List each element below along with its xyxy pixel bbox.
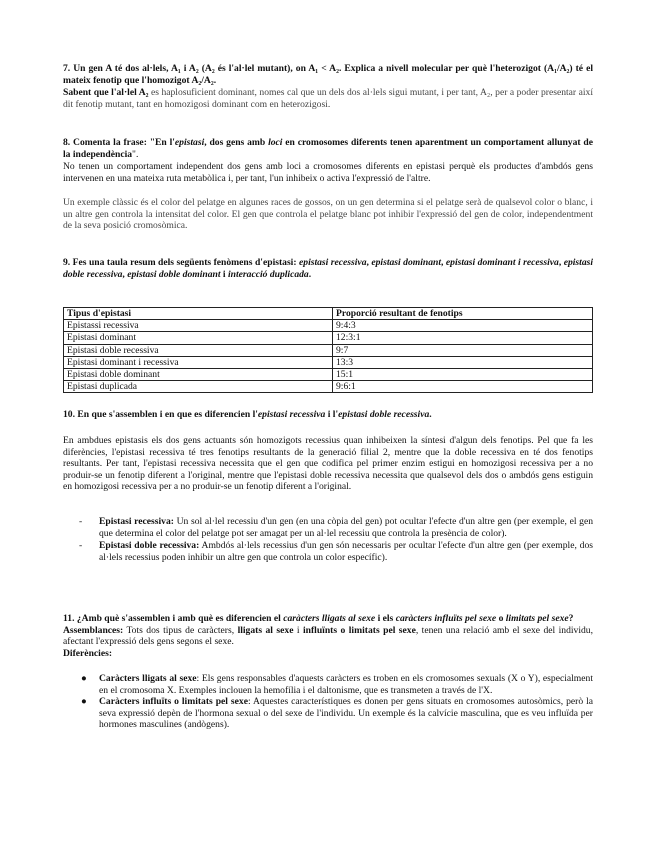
q9-j: epistasi doble dominant — [127, 268, 221, 280]
table-cell: 9:4:3 — [333, 320, 593, 332]
q8-mid: , dos gens amb — [204, 137, 269, 148]
bullet-marker: ● — [81, 673, 87, 684]
bullet-text: : Els gens responsables d'aquests caràcters es troben en els cromosomes sexuals (X o Y), especialment en el cromosoma X. Exemples inclouen la hemofília i el daltonisme, que es transmeten a través de l'X. — [99, 673, 593, 696]
q10-d: epistasi doble recessiva — [338, 409, 430, 420]
list-item — [63, 540, 593, 563]
q10-a: 10. En que s'assemblen i en que es diferencien l' — [63, 409, 258, 420]
question-11-assemblances — [63, 625, 593, 648]
table-cell: Epistasi doble recessiva — [64, 344, 333, 356]
question-10-answer — [63, 435, 593, 493]
table-row — [64, 332, 593, 344]
q9-i: , — [122, 268, 128, 280]
question-10-bullets — [63, 516, 593, 564]
q9-m: . — [308, 268, 312, 280]
q11-c: i els — [375, 613, 396, 624]
bullet-marker: ● — [81, 696, 87, 708]
q11-g: ? — [568, 613, 574, 624]
q9-f: epistasi dominant i recessiva — [445, 257, 559, 268]
q10-answer-part1: En ambdues epistasis els dos gens actuants són homozigots recessius quan inhibeixen la síntesi d'algun dels fenotips. Pel que fa les diferències, l'epistasi recessiva té tres fenotips resultants de la generació filial 2, mentre que la doble recessiva — [63, 435, 593, 458]
question-8-example: Un exemple clàssic és el color del pelatge en algunes races de gossos, on un gen determina si el pelatge serà de qualsevol color o blanc, i un altre gen controla la intensitat del color. El gen que controla el pelatge blanc pot inhibir l'expressió del gen de color, independentment de la seva posició cromosòmica. — [63, 197, 593, 232]
q8-end: en cromosomes diferents tenen aparentment un comportament allunyat de la independència — [63, 137, 593, 160]
q8-command: Comenta la frase — [73, 137, 144, 148]
question-11-heading — [63, 613, 593, 625]
q7-answer-lead: Sabent que l'al·lel A₂ — [63, 87, 149, 98]
q9-h: epistasi doble recessiva — [63, 257, 594, 280]
question-7-heading: 7. Un gen A té dos al·lels, A₁ i A₂ (A₂ és l'al·lel mutant), on A₁ < A₂. Explica a nivell molecular per què l'heterozigot (A₁/A₂) té el mateix fenotip que l'homozigot A₂/A₂. — [63, 63, 593, 86]
q8-close: ". — [132, 148, 139, 160]
assemblances-c: i — [293, 624, 303, 636]
question-9-heading — [63, 257, 593, 280]
table-cell: 12:3:1 — [333, 332, 593, 344]
table-row — [64, 320, 593, 332]
q7-answer-rest: es haplosuficient dominant, nomes cal que un dels dos al·lels sigui mutant, i per tant, A₂, per a poder presentar així dit fenotip mutant, tant en homozigosi dominant com en heterozigosi. — [63, 87, 593, 110]
bullet-term: Epistasi doble recessiva: — [99, 540, 200, 552]
table-cell: Epistasi duplicada — [64, 381, 333, 393]
q9-a: 9. Fes una taula resum dels següents fenòmens d'epistasi: — [63, 257, 300, 268]
assemblances-d: influïnts o limitats pel sexe — [302, 624, 416, 636]
bullet-term: Caràcters lligats al sexe — [99, 673, 197, 684]
table-cell: 13:3 — [333, 356, 593, 368]
q11-e: o — [496, 613, 506, 624]
q9-k: i — [220, 268, 228, 280]
q10-answer-part2: en té dos fenotips resultants. Per tant, l'epistasi recessiva necessita que el gen que codifica pel primer enzim estigui en homozigosi recessiva per a no produir-se un fenotip diferent a l'original, mentre que l'epistasi doble recessiva necessita que qualsevol dels dos o ambdós gens estiguin en homozigosi recessiva per a no produir-se un fenotip diferent a l'original. — [63, 446, 593, 493]
table-cell: Epistasi dominant — [64, 332, 333, 344]
table-row — [64, 381, 593, 393]
differences-label: Diferències: — [63, 647, 113, 659]
bullet-text: Un sol al·lel recessiu d'un gen (en una còpia del gen) pot ocultar l'efecte d'un altre gen (per exemple, el gen que determina el color del pelatge pot ser amagat per un al·lel recessiu que controla la presència de color). — [99, 516, 593, 539]
assemblances-label: Assemblances: — [63, 624, 124, 636]
q10-b: epistasi recessiva — [257, 409, 326, 420]
q10-c: i l' — [325, 409, 339, 420]
q9-d: epistasi dominant — [371, 257, 442, 268]
table-header-cell: Tipus d'epistasi — [64, 308, 333, 320]
bullet-term: Caràcters influïts o limitats pel sexe — [99, 696, 248, 708]
table-header-row — [64, 308, 593, 320]
q10-e: . — [429, 409, 432, 420]
list-item — [63, 696, 593, 731]
list-item — [63, 516, 593, 539]
list-item — [63, 673, 593, 696]
q9-l: interacció duplicada — [227, 268, 309, 280]
q8-num: 8. — [63, 137, 74, 148]
bullet-text: Ambdós al·lels recessius d'un gen són necessaris per ocultar l'efecte d'un altre gen (per exemple, dos al·lels recessius poden inhibir un altre gen que controla un color específic). — [99, 540, 593, 563]
question-8-answer: No tenen un comportament independent dos gens amb loci a cromosomes diferents en epistasi perquè els productes d'ambdós gens intervenen en una mateixa ruta metabòlica i, per tant, l'un inhibeix o activa l'expressió de l'altre. — [63, 161, 593, 184]
epistasis-table — [63, 307, 593, 393]
table-cell: 9:7 — [333, 344, 593, 356]
table-cell: 9:6:1 — [333, 381, 593, 393]
question-10-heading — [63, 409, 593, 421]
table-row — [64, 356, 593, 368]
question-11-bullets — [63, 673, 593, 731]
question-7-answer — [63, 87, 593, 110]
q8-term-epistasi: epistasi — [174, 137, 205, 148]
table-cell: Epistassi recessiva — [64, 320, 333, 332]
q9-c: , — [366, 257, 372, 268]
q11-a: 11. ¿Amb què s'assemblen i amb què es diferencien el — [63, 613, 284, 624]
table-cell: 15:1 — [333, 369, 593, 381]
question-8-heading — [63, 137, 593, 160]
dash-marker: - — [79, 516, 83, 527]
q11-d: caràcters influïts pel sexe — [395, 613, 497, 624]
table-row — [64, 344, 593, 356]
q8-term-loci: loci — [268, 137, 283, 148]
question-11-block — [63, 613, 593, 659]
table-row — [64, 369, 593, 381]
bullet-term: Epistasi recessiva: — [99, 516, 174, 527]
table-header-cell: Proporció resultant de fenotips — [333, 308, 593, 320]
q11-f: limitats pel sexe — [505, 613, 569, 624]
q8-quote-open: : "En l' — [143, 137, 175, 148]
q9-b: epistasi recessiva — [299, 257, 367, 268]
bullet-text: : Aquestes característiques es donen per gens situats en cromosomes autosòmics, però la seva expressió depèn de l'hormona sexual o del sexe de l'individu. Un exemple és la calvície masculina, que es veu influïda per hormones masculines (andògens). — [99, 696, 593, 731]
q11-b: caràcters lligats al sexe — [283, 613, 376, 624]
q9-g: , — [558, 257, 564, 268]
table-cell: Epistasi doble dominant — [64, 369, 333, 381]
table-cell: Epistasi dominant i recessiva — [64, 356, 333, 368]
q9-e: , — [441, 257, 446, 268]
dash-marker: - — [79, 540, 83, 552]
assemblances-b: lligats al sexe — [237, 624, 294, 636]
assemblances-a: Tots dos tipus de caràcters, — [123, 624, 238, 636]
assemblances-e: , tenen una relació amb el sexe del individu, afectant l'expressió dels gens segons el sexe. — [63, 624, 593, 648]
